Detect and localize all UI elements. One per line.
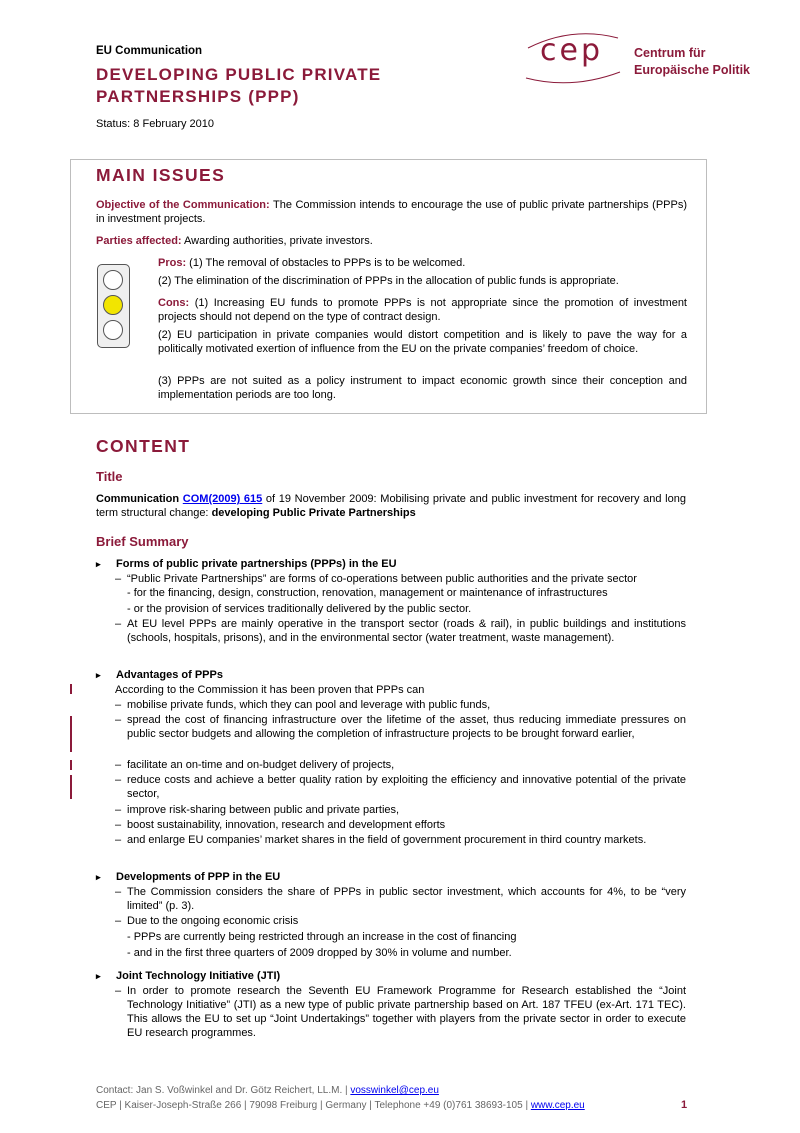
change-marker [70,760,72,770]
s4-item-1: In order to promote research the Seventh EU Framework Programme for Research established the “Joint Technology Initiative” (JTI) as a new type of public private partnership based on Art. 187 TFEU (ex-Art. 171 TEC). This allows the EU to set up “Joint Undertakings” together with players from the private sector in order to execute EU research programmes. [127,985,686,1039]
bullet-forms-of-ppp: ▸ Forms of public private partnerships (PPPs) in the EU [96,557,397,571]
change-marker [70,684,72,694]
dash-marker: – [115,699,122,711]
s3-item-2a: - PPPs are currently being restricted through an increase in the cost of financing [127,931,517,943]
change-marker [70,775,72,799]
dash-marker: – [115,714,122,726]
logo-name-line2: Europäische Politik [634,63,751,77]
title-subheading: Title [96,469,123,484]
content-heading: CONTENT [96,436,191,456]
pros-1: Pros: (1) The removal of obstacles to PPPs is to be welcomed. [158,257,466,269]
s2-item-5: improve risk-sharing between public and private parties, [127,804,400,816]
dash-marker: – [115,834,122,846]
s2-item-6: boost sustainability, innovation, research and development efforts [127,819,446,831]
footer [96,1083,585,1113]
logo-name [634,45,750,79]
document-status: Status: 8 February 2010 [96,118,215,130]
footer-contact: Contact: Jan S. Voßwinkel and Dr. Götz Reichert, LL.M. | vosswinkel@cep.eu [96,1085,439,1096]
traffic-light-icon [97,264,130,348]
s2-item-1: mobilise private funds, which they can pool and leverage with public funds, [127,699,491,711]
parties-paragraph [96,234,687,248]
cons-label: Cons: [158,297,190,309]
s3-item-2: Due to the ongoing economic crisis [127,915,299,927]
logo-wordmark: cep [540,33,603,68]
s1-item-2: At EU level PPPs are mainly operative in the transport sector (roads & rail), in public buildings and institutions (schools, hospitals, prisons), and in the environmental sector (water treatment, waste management). [127,618,686,644]
s3-item-2b: - and in the first three quarters of 2009 dropped by 30% in volume and number. [127,947,512,959]
document-kicker: EU Communication [96,45,203,57]
cons-1: Cons: (1) Increasing EU funds to promote PPPs is not appropriate since the promotion of investment projects should not depend on the type of contract design. [158,297,687,323]
parties-text: Awarding authorities, private investors. [181,235,373,247]
bullet-joint-technology-initiative: ▸ Joint Technology Initiative (JTI) [96,969,280,983]
s3-item-1: The Commission considers the share of PPPs in public sector investment, which accounts for 4%, to be “very limited” (p. 3). [127,886,686,912]
bullet-developments-of-ppp: ▸ Developments of PPP in the EU [96,870,280,884]
s2-item-2: spread the cost of financing infrastructure over the lifetime of the asset, thus reducing immediate pressures on public sector budgets and allowing the completion of infrastructure projects to be brought forward earlier, [127,714,686,740]
pros-label: Pros: [158,257,187,269]
dash-marker: – [115,819,122,831]
traffic-light-yellow-lamp [103,295,123,315]
footer-address: CEP | Kaiser-Joseph-Straße 266 | 79098 Freiburg | Germany | Telephone +49 (0)761 38693-105 | www.cep.eu [96,1100,585,1111]
dash-marker: – [115,985,122,997]
traffic-light-red-lamp [103,270,123,290]
cep-logo [522,28,782,88]
dash-marker: – [115,759,122,771]
s1-item-1b: - or the provision of services traditionally delivered by the public sector. [127,603,472,615]
s2-item-3: facilitate an on-time and on-budget delivery of projects, [127,759,395,771]
dash-marker: – [115,618,122,630]
traffic-light-green-lamp [103,320,123,340]
dash-marker: – [115,915,122,927]
dash-marker: – [115,804,122,816]
s2-intro: According to the Commission it has been proven that PPPs can [115,684,425,696]
main-issues-box [70,159,707,414]
s1-item-1a: - for the financing, design, construction, renovation, management or maintenance of infrastructures [127,587,608,599]
title-paragraph: Communication COM(2009) 615 of 19 November 2009: Mobilising private and public investment for recovery and long term structural change: developing Public Private Partnerships [96,493,686,519]
dash-marker: – [115,886,122,898]
main-issues-heading: MAIN ISSUES [96,165,226,185]
pros-2: (2) The elimination of the discrimination of PPPs in the allocation of public funds is appropriate. [158,275,619,287]
brief-summary-subheading: Brief Summary [96,534,189,549]
parties-label: Parties affected: [96,235,182,247]
s1-item-1: “Public Private Partnerships” are forms of co-operations between public authorities and the private sector [127,573,637,585]
objective-text: The Commission intends to encourage the use of public private partnerships (PPPs) in investment projects. [96,199,687,225]
s2-item-4: reduce costs and achieve a better quality ration by exploiting the efficiency and innovative potential of the private sector, [127,774,686,800]
contact-email-link[interactable]: vosswinkel@cep.eu [350,1085,439,1096]
document-title: DEVELOPING PUBLIC PRIVATE PARTNERSHIPS (PPP) [96,65,382,106]
cons-2: (2) EU participation in private companies would distort competition and is likely to pave the way for a politically motivated exertion of influence from the EU on the private companies’ freedom of choice. [158,329,687,355]
dash-marker: – [115,573,122,585]
objective-paragraph [96,198,687,226]
change-marker [70,716,72,752]
objective-label: Objective of the Communication: [96,199,270,211]
cons-3: (3) PPPs are not suited as a policy instrument to impact economic growth since their conception and implementation periods are too long. [158,375,687,401]
bullet-advantages-of-ppp: ▸ Advantages of PPPs [96,668,223,682]
com-2009-615-link[interactable]: COM(2009) 615 [182,493,263,505]
website-link[interactable]: www.cep.eu [530,1100,585,1111]
s2-item-7: and enlarge EU companies’ market shares in the field of government procurement in third country markets. [127,834,647,846]
page-number: 1 [681,1099,688,1111]
dash-marker: – [115,774,122,786]
logo-name-line1: Centrum für [634,46,706,60]
